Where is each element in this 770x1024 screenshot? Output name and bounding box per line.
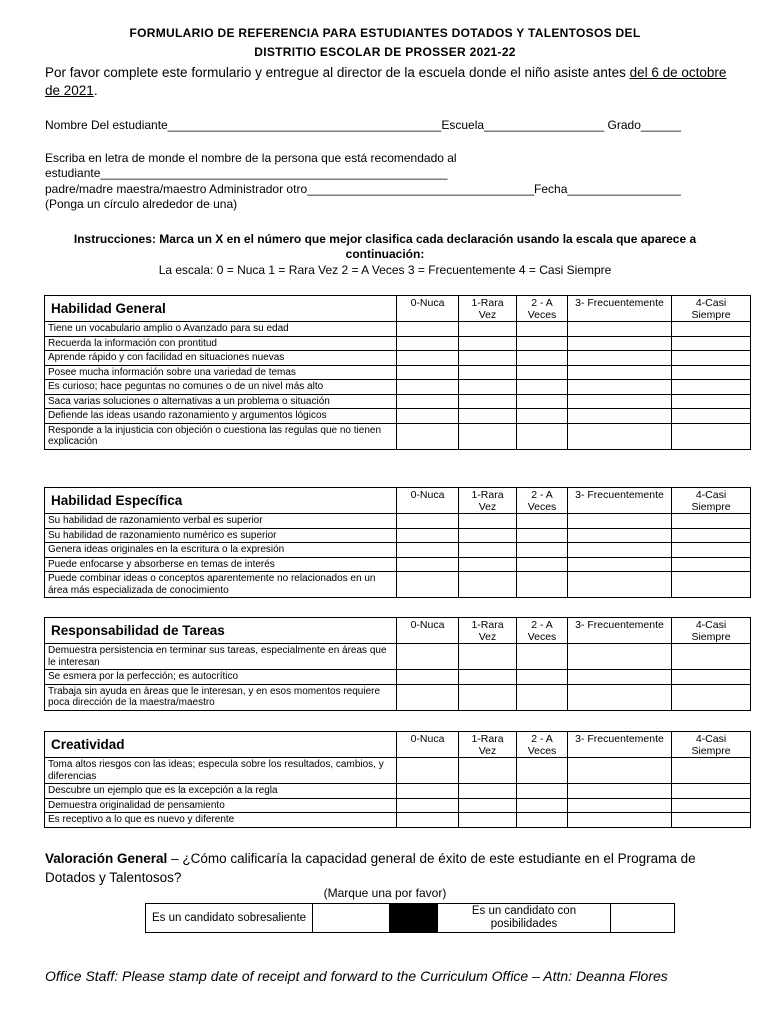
rating-cell[interactable] — [517, 528, 568, 543]
valoracion-question — [45, 849, 745, 887]
rating-cell[interactable] — [568, 684, 672, 710]
rating-cell[interactable] — [397, 784, 459, 799]
section-title: Creatividad — [45, 732, 397, 758]
rating-cell[interactable] — [397, 394, 459, 409]
rating-cell[interactable] — [517, 336, 568, 351]
statement-text: Demuestra persistencia en terminar sus tareas, especialmente en áreas que le interesan — [45, 644, 397, 670]
table-row — [45, 557, 751, 572]
column-header: 2 - A Veces — [517, 618, 568, 644]
rating-cell[interactable] — [397, 543, 459, 558]
rating-cell[interactable] — [672, 351, 751, 366]
rating-cell[interactable] — [568, 365, 672, 380]
rating-cell[interactable] — [459, 572, 517, 598]
rating-cell[interactable] — [568, 322, 672, 337]
rating-cell[interactable] — [672, 409, 751, 424]
column-header: 4-Casi Siempre — [672, 296, 751, 322]
rating-cell[interactable] — [397, 423, 459, 449]
intro-end: . — [93, 83, 98, 98]
statement-text: Puede combinar ideas o conceptos aparentemente no relacionados en un área más especializada de conocimiento — [45, 572, 397, 598]
table-row — [45, 684, 751, 710]
print-name-line1: Escriba en letra de monde el nombre de la persona que está recomendado al — [45, 151, 457, 165]
rating-cell[interactable] — [459, 365, 517, 380]
rating-cell[interactable] — [568, 380, 672, 395]
rating-cell[interactable] — [459, 784, 517, 799]
section-table-specific — [44, 487, 751, 598]
statement-text: Toma altos riesgos con las ideas; especula sobre los resultados, cambios, y diferencias — [45, 758, 397, 784]
rating-cell[interactable] — [459, 336, 517, 351]
statement-text: Aprende rápido y con facilidad en situaciones nuevas — [45, 351, 397, 366]
rating-cell[interactable] — [672, 670, 751, 685]
rating-cell[interactable] — [672, 557, 751, 572]
rating-cell[interactable] — [397, 351, 459, 366]
rating-cell[interactable] — [459, 423, 517, 449]
table-row — [45, 813, 751, 828]
rating-cell[interactable] — [517, 644, 568, 670]
statement-text: Descubre un ejemplo que es la excepción a la regla — [45, 784, 397, 799]
instructions-line1: Instrucciones: Marca un X en el número que mejor clasifica cada declaración usando la escala que aparece a — [73, 232, 697, 246]
rating-cell[interactable] — [568, 644, 672, 670]
column-header: 2 - A Veces — [517, 296, 568, 322]
rating-cell[interactable] — [517, 380, 568, 395]
valoracion-label: Valoración General — [45, 851, 168, 866]
role-line[interactable]: padre/madre maestra/maestro Administrador otro__________________________________Fecha_________________ — [45, 182, 681, 196]
rating-cell[interactable] — [672, 684, 751, 710]
rating-cell[interactable] — [672, 784, 751, 799]
rating-cell[interactable] — [568, 528, 672, 543]
rating-cell[interactable] — [568, 758, 672, 784]
rating-cell[interactable] — [459, 557, 517, 572]
rating-cell[interactable] — [517, 758, 568, 784]
rating-cell[interactable] — [568, 514, 672, 529]
rating-cell[interactable] — [459, 543, 517, 558]
valoracion-text: – ¿Cómo calificaría la capacidad general de éxito de este estudiante en el Programa de Dotados y Talentosos? — [45, 851, 696, 885]
statement-text: Saca varias soluciones o alternativas a un problema o situación — [45, 394, 397, 409]
statement-text: Es receptivo a lo que es nuevo y diferente — [45, 813, 397, 828]
rating-cell[interactable] — [517, 543, 568, 558]
rating-cell[interactable] — [459, 322, 517, 337]
section-table-creativity — [44, 731, 751, 828]
form-title-line1: FORMULARIO DE REFERENCIA PARA ESTUDIANTES DOTADOS Y TALENTOSOS DEL — [129, 26, 641, 40]
rating-cell[interactable] — [568, 423, 672, 449]
rating-cell[interactable] — [517, 365, 568, 380]
instructions-line2: continuación: — [345, 247, 425, 261]
column-header: 0-Nuca — [397, 732, 459, 758]
rating-cell[interactable] — [397, 514, 459, 529]
table-row — [45, 423, 751, 449]
column-header: 2 - A Veces — [517, 488, 568, 514]
table-row — [45, 514, 751, 529]
marque-note: (Marque una por favor) — [323, 886, 447, 900]
column-header: 4-Casi Siempre — [672, 488, 751, 514]
rating-table — [145, 903, 675, 933]
column-header: 3- Frecuentemente — [568, 732, 672, 758]
table-row — [45, 351, 751, 366]
section-title: Responsabilidad de Tareas — [45, 618, 397, 644]
rating-cell[interactable] — [568, 784, 672, 799]
rating-cell[interactable] — [517, 409, 568, 424]
column-header: 0-Nuca — [397, 488, 459, 514]
table-row — [45, 758, 751, 784]
option-outstanding-label: Es un candidato sobresaliente — [146, 904, 313, 933]
rating-cell[interactable] — [568, 336, 672, 351]
rating-cell[interactable] — [459, 409, 517, 424]
rating-cell[interactable] — [517, 514, 568, 529]
column-header: 4-Casi Siempre — [672, 732, 751, 758]
option-possible-box[interactable] — [611, 904, 675, 933]
table-row — [45, 528, 751, 543]
column-header: 3- Frecuentemente — [568, 618, 672, 644]
rating-cell[interactable] — [397, 670, 459, 685]
column-header: 0-Nuca — [397, 296, 459, 322]
rating-cell[interactable] — [517, 572, 568, 598]
rating-cell[interactable] — [459, 351, 517, 366]
rating-cell[interactable] — [517, 798, 568, 813]
column-header: 1-Rara Vez — [459, 732, 517, 758]
statement-text: Su habilidad de razonamiento verbal es superior — [45, 514, 397, 529]
rating-cell[interactable] — [517, 557, 568, 572]
statement-text: Demuestra originalidad de pensamiento — [45, 798, 397, 813]
column-header: 1-Rara Vez — [459, 488, 517, 514]
rating-cell[interactable] — [672, 543, 751, 558]
table-row — [45, 784, 751, 799]
rating-cell[interactable] — [397, 798, 459, 813]
table-row — [45, 670, 751, 685]
rating-cell[interactable] — [459, 644, 517, 670]
column-header: 2 - A Veces — [517, 732, 568, 758]
statement-text: Se esmera por la perfección; es autocrítico — [45, 670, 397, 685]
column-header: 3- Frecuentemente — [568, 488, 672, 514]
section-table-tasks — [44, 617, 751, 711]
rating-cell[interactable] — [672, 380, 751, 395]
rating-cell[interactable] — [568, 572, 672, 598]
rating-cell[interactable] — [459, 514, 517, 529]
rating-cell[interactable] — [459, 670, 517, 685]
rating-cell[interactable] — [672, 322, 751, 337]
table-row — [45, 336, 751, 351]
table-row — [45, 644, 751, 670]
rating-cell[interactable] — [517, 322, 568, 337]
statement-text: Defiende las ideas usando razonamiento y argumentos lógicos — [45, 409, 397, 424]
rating-cell[interactable] — [568, 351, 672, 366]
rating-cell[interactable] — [459, 684, 517, 710]
rating-cell[interactable] — [459, 813, 517, 828]
rating-cell[interactable] — [672, 813, 751, 828]
divider-block — [390, 904, 438, 933]
table-row — [45, 543, 751, 558]
rating-cell[interactable] — [672, 423, 751, 449]
rating-cell[interactable] — [459, 798, 517, 813]
rating-cell[interactable] — [568, 670, 672, 685]
print-name-line2[interactable]: estudiante____________________________________________________ — [45, 166, 448, 180]
rating-cell[interactable] — [397, 813, 459, 828]
rating-cell[interactable] — [517, 670, 568, 685]
rating-cell[interactable] — [672, 514, 751, 529]
rating-cell[interactable] — [568, 543, 672, 558]
table-row — [45, 572, 751, 598]
rating-cell[interactable] — [397, 684, 459, 710]
section-table-general — [44, 295, 751, 450]
rating-cell[interactable] — [672, 572, 751, 598]
rating-cell[interactable] — [672, 644, 751, 670]
column-header: 3- Frecuentemente — [568, 296, 672, 322]
section-title: Habilidad General — [45, 296, 397, 322]
rating-cell[interactable] — [397, 557, 459, 572]
student-line[interactable]: Nombre Del estudiante_________________________________________Escuela__________________ Grado______ — [45, 118, 681, 132]
statement-text: Trabaja sin ayuda en áreas que le interesan, y en esos momentos requiere poca dirección de la maestra/maestro — [45, 684, 397, 710]
statement-text: Su habilidad de razonamiento numérico es superior — [45, 528, 397, 543]
intro-text: Por favor complete este formulario y entregue al director de la escuela donde el niño asiste antes — [45, 65, 630, 80]
rating-cell[interactable] — [672, 394, 751, 409]
rating-cell[interactable] — [672, 758, 751, 784]
rating-cell[interactable] — [459, 758, 517, 784]
rating-cell[interactable] — [672, 528, 751, 543]
rating-cell[interactable] — [397, 409, 459, 424]
rating-cell[interactable] — [672, 798, 751, 813]
rating-cell[interactable] — [397, 336, 459, 351]
rating-cell[interactable] — [568, 798, 672, 813]
rating-cell[interactable] — [568, 557, 672, 572]
rating-cell[interactable] — [672, 336, 751, 351]
rating-cell[interactable] — [397, 572, 459, 598]
rating-cell[interactable] — [397, 380, 459, 395]
statement-text: Puede enfocarse y absorberse en temas de interés — [45, 557, 397, 572]
rating-cell[interactable] — [397, 322, 459, 337]
rating-cell[interactable] — [568, 409, 672, 424]
column-header: 0-Nuca — [397, 618, 459, 644]
table-row — [45, 798, 751, 813]
intro-paragraph — [45, 64, 735, 100]
statement-text: Posee mucha información sobre una variedad de temas — [45, 365, 397, 380]
rating-cell[interactable] — [397, 528, 459, 543]
table-row — [45, 380, 751, 395]
rating-cell[interactable] — [568, 394, 672, 409]
rating-cell[interactable] — [568, 813, 672, 828]
table-row — [45, 365, 751, 380]
column-header: 1-Rara Vez — [459, 296, 517, 322]
table-row — [45, 409, 751, 424]
statement-text: Responde a la injusticia con objeción o cuestiona las regulas que no tienen explicación — [45, 423, 397, 449]
table-row — [45, 394, 751, 409]
rating-cell[interactable] — [672, 365, 751, 380]
intro-deadline: del 6 de octobre de 2021 — [45, 65, 727, 98]
statement-text: Genera ideas originales en la escritura o la expresión — [45, 543, 397, 558]
rating-cell[interactable] — [517, 423, 568, 449]
table-row — [45, 322, 751, 337]
circle-note: (Ponga un círculo alrededor de una) — [45, 197, 238, 211]
statement-text: Recuerda la información con prontitud — [45, 336, 397, 351]
scale-legend: La escala: 0 = Nuca 1 = Rara Vez 2 = A Veces 3 = Frecuentemente 4 = Casi Siempre — [158, 263, 612, 277]
rating-cell[interactable] — [397, 365, 459, 380]
rating-cell[interactable] — [459, 380, 517, 395]
option-possible-label: Es un candidato con posibilidades — [438, 904, 611, 933]
rating-cell[interactable] — [517, 684, 568, 710]
column-header: 4-Casi Siempre — [672, 618, 751, 644]
rating-cell[interactable] — [517, 784, 568, 799]
rating-cell[interactable] — [517, 351, 568, 366]
rating-cell[interactable] — [517, 813, 568, 828]
form-title-line2: DISTRITIO ESCOLAR DE PROSSER 2021-22 — [254, 45, 516, 59]
office-staff-note: Office Staff: Please stamp date of receipt and forward to the Curriculum Office – Attn: Deanna Flores — [45, 968, 668, 984]
column-header: 1-Rara Vez — [459, 618, 517, 644]
rating-cell[interactable] — [397, 644, 459, 670]
rating-cell[interactable] — [459, 528, 517, 543]
rating-cell[interactable] — [397, 758, 459, 784]
statement-text: Tiene un vocabulario amplio o Avanzado para su edad — [45, 322, 397, 337]
section-title: Habilidad Específica — [45, 488, 397, 514]
statement-text: Es curioso; hace peguntas no comunes o de un nivel más alto — [45, 380, 397, 395]
rating-cell[interactable] — [459, 394, 517, 409]
rating-cell[interactable] — [517, 394, 568, 409]
option-outstanding-box[interactable] — [313, 904, 390, 933]
